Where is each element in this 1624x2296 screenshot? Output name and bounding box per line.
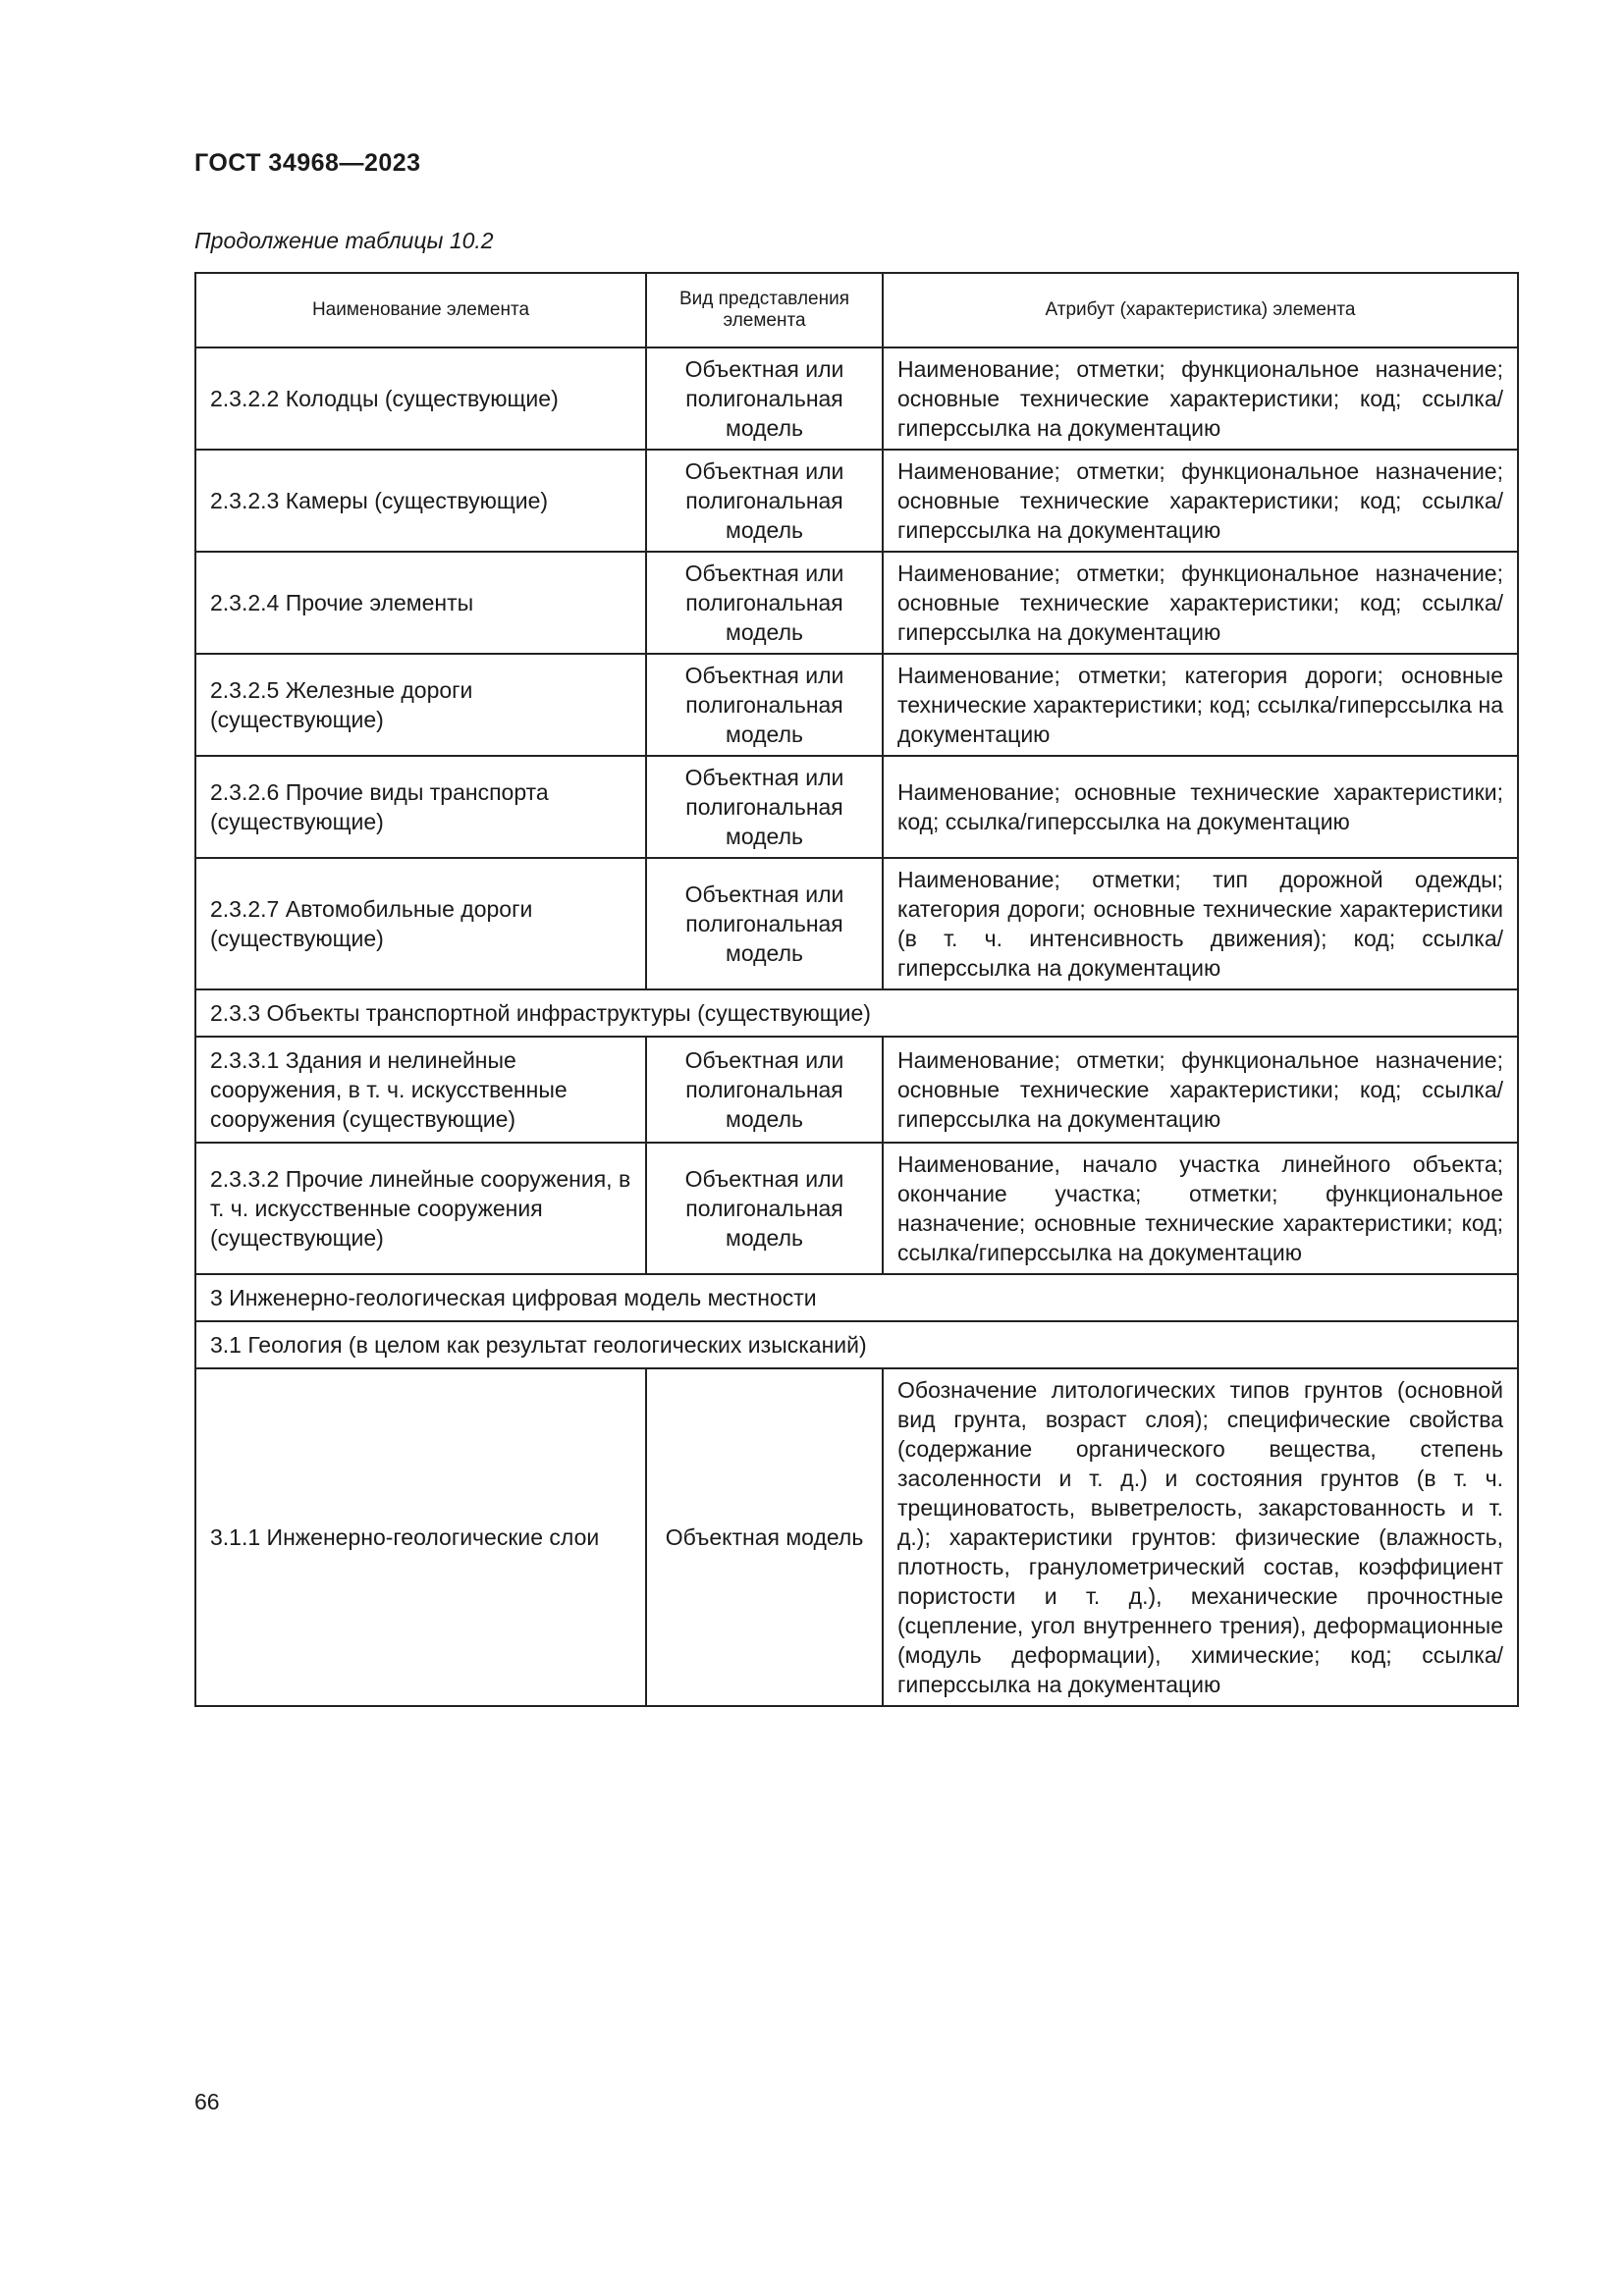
attribute-cell: Наименование; отметки; функциональное назначение; основные технические характеристики; код; ссылка/гиперссылка на документацию [883, 450, 1518, 552]
page-number: 66 [194, 2089, 220, 2114]
representation-cell: Объектная или полигональная модель [646, 654, 883, 756]
table-section-row [195, 989, 1518, 1037]
section-heading: 3 Инженерно-геологическая цифровая модель местности [195, 1274, 1518, 1321]
element-name-cell: 2.3.2.5 Железные дороги (существующие) [195, 654, 646, 756]
attribute-cell: Наименование; отметки; функциональное назначение; основные технические характеристики; код; ссылка/гиперссылка на документацию [883, 347, 1518, 450]
representation-cell: Объектная или полигональная модель [646, 450, 883, 552]
element-name-cell: 2.3.2.3 Камеры (существующие) [195, 450, 646, 552]
table-row [195, 654, 1518, 756]
element-name-cell: 3.1.1 Инженерно-геологические слои [195, 1368, 646, 1706]
table-header-row [195, 273, 1518, 347]
representation-cell: Объектная модель [646, 1368, 883, 1706]
element-name-cell: 2.3.2.7 Автомобильные дороги (существующие) [195, 858, 646, 989]
table-row [195, 347, 1518, 450]
element-name-cell: 2.3.2.2 Колодцы (существующие) [195, 347, 646, 450]
section-heading: 3.1 Геология (в целом как результат геологических изысканий) [195, 1321, 1518, 1368]
attribute-cell: Наименование; отметки; функциональное назначение; основные технические характеристики; код; ссылка/гиперссылка на документацию [883, 552, 1518, 654]
table-body [195, 347, 1518, 1706]
attribute-cell: Наименование; отметки; функциональное назначение; основные технические характеристики; код; ссылка/гиперссылка на документацию [883, 1037, 1518, 1143]
document-header: ГОСТ 34968—2023 [194, 149, 421, 177]
column-header-name: Наименование элемента [195, 273, 646, 347]
representation-cell: Объектная или полигональная модель [646, 552, 883, 654]
element-name-cell: 2.3.3.2 Прочие линейные сооружения, в т. ч. искусственные сооружения (существующие) [195, 1143, 646, 1274]
table-row [195, 858, 1518, 989]
attribute-cell: Наименование; отметки; тип дорожной одежды; категория дороги; основные технические характеристики (в т. ч. интенсивность движения); код; ссылка/гиперссылка на документацию [883, 858, 1518, 989]
table-row [195, 450, 1518, 552]
column-header-attribute: Атрибут (характеристика) элемента [883, 273, 1518, 347]
attribute-cell: Наименование; основные технические характеристики; код; ссылка/гиперссылка на документацию [883, 756, 1518, 858]
element-name-cell: 2.3.2.4 Прочие элементы [195, 552, 646, 654]
column-header-view: Вид представления элемента [646, 273, 883, 347]
representation-cell: Объектная или полигональная модель [646, 347, 883, 450]
element-name-cell: 2.3.3.1 Здания и нелинейные сооружения, в т. ч. искусственные сооружения (существующие) [195, 1037, 646, 1143]
table-row [195, 552, 1518, 654]
representation-cell: Объектная или полигональная модель [646, 858, 883, 989]
representation-cell: Объектная или полигональная модель [646, 1143, 883, 1274]
table-row [195, 1368, 1518, 1706]
element-name-cell: 2.3.2.6 Прочие виды транспорта (существующие) [195, 756, 646, 858]
table-section-row [195, 1321, 1518, 1368]
attribute-cell: Наименование, начало участка линейного объекта; окончание участка; отметки; функциональное назначение; основные технические характеристики; код; ссылка/гиперссылка на документацию [883, 1143, 1518, 1274]
section-heading: 2.3.3 Объекты транспортной инфраструктуры (существующие) [195, 989, 1518, 1037]
attribute-cell: Наименование; отметки; категория дороги; основные технические характеристики; код; ссылка/гиперссылка на документацию [883, 654, 1518, 756]
table-row [195, 756, 1518, 858]
table-row [195, 1037, 1518, 1143]
table-section-row [195, 1274, 1518, 1321]
table-row [195, 1143, 1518, 1274]
attributes-table [194, 272, 1519, 1707]
representation-cell: Объектная или полигональная модель [646, 756, 883, 858]
representation-cell: Объектная или полигональная модель [646, 1037, 883, 1143]
table-caption: Продолжение таблицы 10.2 [194, 228, 494, 253]
attribute-cell: Обозначение литологических типов грунтов (основной вид грунта, возраст слоя); специфические свойства (содержание органического вещества, степень засоленности и т. д.) и состояния грунтов (в т. ч. трещиноватость, выветрелость, закарстованность и т. д.); характеристики грунтов: физические (влажность, плотность, гранулометрический состав, коэффициент пористости и т. д.), механические прочностные (сцепление, угол внутреннего трения), деформационные (модуль деформации), химические; код; ссылка/гиперссылка на документацию [883, 1368, 1518, 1706]
